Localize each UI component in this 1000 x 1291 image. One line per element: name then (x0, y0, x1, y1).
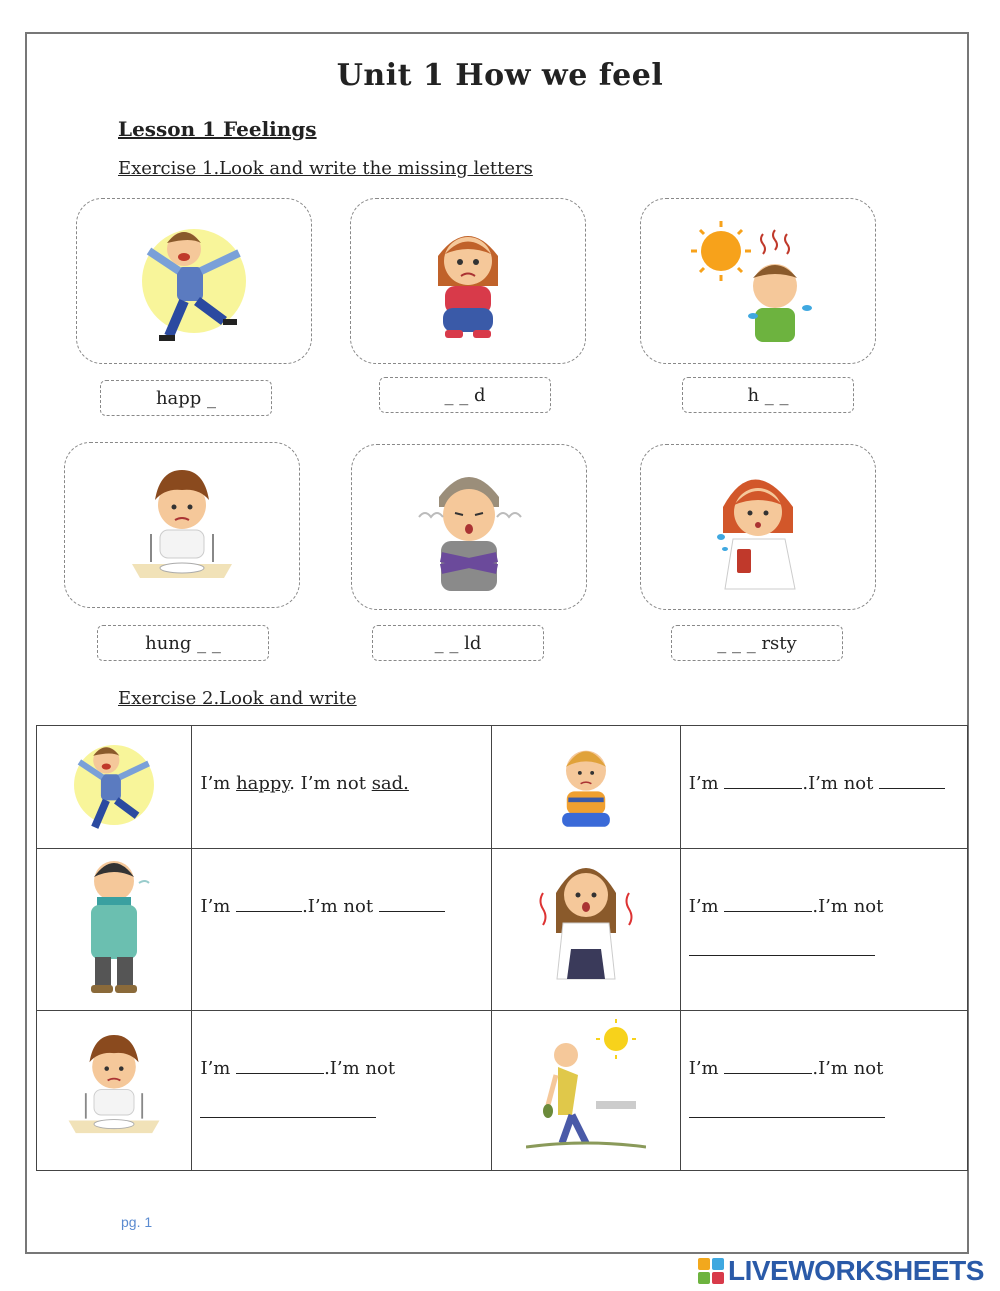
exercise2-title: Exercise 2.Look and write (118, 688, 357, 709)
brand-logo (698, 1255, 984, 1287)
sentence-mid: .I’m not (802, 773, 880, 794)
hot-woman-icon (531, 853, 641, 983)
answer-blank[interactable] (689, 939, 875, 956)
picture-card (640, 198, 876, 364)
cold-boy-icon (69, 853, 159, 1003)
hungry-boy-icon (64, 1025, 164, 1145)
missing-letters-box[interactable]: h _ _ (682, 377, 854, 413)
answer-blank[interactable] (724, 895, 812, 912)
sentence-mid: .I’m not (812, 1058, 884, 1079)
sentence-prefix: I’m (688, 773, 725, 794)
thirsty-man-icon (526, 1015, 646, 1155)
sentence-cell (680, 849, 967, 1011)
sentence-cell (680, 1011, 967, 1171)
picture-cell (37, 1011, 192, 1171)
answer-blank[interactable] (200, 1101, 376, 1118)
picture-card (64, 442, 300, 608)
table-row (37, 849, 968, 1011)
answer-blank[interactable] (689, 1101, 885, 1118)
liveworksheets-logo-icon (698, 1258, 724, 1284)
exercise2-table (36, 725, 968, 1171)
missing-letters-box[interactable]: _ _ d (379, 377, 551, 413)
sentence-prefix: I’m (200, 896, 237, 917)
table-row (37, 726, 968, 849)
picture-card (640, 444, 876, 610)
lesson-heading: Lesson 1 Feelings (118, 117, 317, 141)
missing-letters-box[interactable]: _ _ _ rsty (671, 625, 843, 661)
answer-blank[interactable] (724, 1057, 812, 1074)
happy-boy-icon (129, 211, 259, 351)
sentence-cell (680, 726, 967, 849)
sentence-cell (192, 726, 492, 849)
page-number: pg. 1 (121, 1214, 153, 1230)
sentence-prefix: I’m (200, 773, 237, 794)
sentence-prefix: I’m (688, 896, 725, 917)
answer-blank[interactable] (879, 772, 945, 789)
missing-letters-box[interactable]: happ _ (100, 380, 272, 416)
table-row (37, 1011, 968, 1171)
picture-cell (492, 1011, 680, 1171)
hot-boy-icon (683, 216, 833, 346)
picture-card (76, 198, 312, 364)
picture-cell (492, 726, 680, 849)
sentence-mid: .I’m not (324, 1058, 396, 1079)
sad-boy-icon (546, 736, 626, 836)
sentence-prefix: I’m (200, 1058, 237, 1079)
picture-card (350, 198, 586, 364)
sad-girl-icon (423, 216, 513, 346)
thirsty-girl-icon (703, 457, 813, 597)
sentence-cell (192, 849, 492, 1011)
exercise1-title: Exercise 1.Look and write the missing letters (118, 158, 533, 179)
picture-cell (37, 849, 192, 1011)
answer-word: sad. (371, 773, 409, 794)
sentence-mid: . I’m not (289, 773, 372, 794)
sentence-prefix: I’m (688, 1058, 725, 1079)
happy-boy-icon (64, 730, 164, 840)
cold-man-icon (409, 457, 529, 597)
answer-word: happy (236, 773, 290, 794)
picture-cell (37, 726, 192, 849)
hungry-boy-icon (127, 460, 237, 590)
picture-cell (492, 849, 680, 1011)
missing-letters-box[interactable]: hung _ _ (97, 625, 269, 661)
missing-letters-box[interactable]: _ _ ld (372, 625, 544, 661)
sentence-mid: .I’m not (302, 896, 379, 917)
page-title: Unit 1 How we feel (336, 58, 664, 93)
answer-blank[interactable] (724, 772, 802, 789)
answer-blank[interactable] (236, 1057, 324, 1074)
answer-blank[interactable] (236, 895, 302, 912)
sentence-cell (192, 1011, 492, 1171)
picture-card (351, 444, 587, 610)
answer-blank[interactable] (379, 895, 445, 912)
sentence-mid: .I’m not (812, 896, 884, 917)
brand-name: LIVEWORKSHEETS (728, 1255, 984, 1286)
